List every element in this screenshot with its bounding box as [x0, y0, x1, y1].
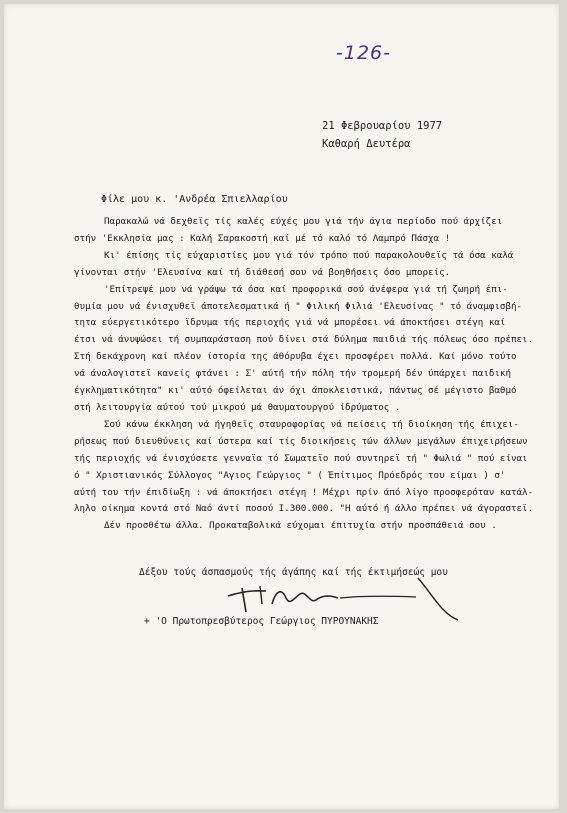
- salutation: Φίλε μου κ. 'Ανδρέα Σπιελλαρίου: [101, 194, 288, 205]
- text-line: Κι' έπίσης τίς εύχαριστίες μου γιά τόν τρόπο πού παρακολουθεϊς τά όσα καλά: [104, 249, 514, 261]
- text-line: ληλο οίκημα κοντά στό Ναό άντί ποσού Ι.300.000. "Η αύτό ή άλλο πρέπει νά άγοραστεϊ.: [74, 503, 534, 515]
- text-line: τητα εύεργετικότερο ϊδρυμα τής περιοχής γιά νά μπορέσει νά άποκτήσει στέγη καί: [74, 317, 506, 329]
- text-line: ρήσεως πού διευθύνεις καί ύστερα καί τίς διοικήσεις τών άλλων μεγάλων έπιχειρήσεων: [74, 435, 528, 447]
- letter-day: Καθαρή Δευτέρα: [322, 138, 411, 150]
- paragraph: [74, 417, 559, 518]
- text-line: έγκληματικότητα" κι' αύτό όφείλεται άν όχι άποκλειστικά, πάντως σέ μέγιστο βαθμό: [74, 385, 517, 397]
- letter-body: [74, 214, 559, 535]
- text-line: αύτή του τήν έπιδίωξη : νά άποκτήσει στέγη ! Μέχρι πρίν άπό λίγο προσφερόταν κατάλ-: [74, 486, 534, 498]
- text-line: στήν 'Εκκλησία μας : Καλή Σαρακοστή καί μέ τό καλό τό Λαμπρό Πάσχα !: [74, 232, 451, 244]
- paragraph: [74, 214, 559, 248]
- page-number: -126-: [336, 42, 391, 64]
- text-line: Στή δεκάχρονη καί πλέον ίστορία της άθόρυβα έχει προσφέρει πολλά. Καί μόνο τούτο: [74, 351, 517, 363]
- text-line: έτσι νά άνυψώσει τή συμπαράσταση πού δίνει στά δύλημα παιδιά τής πόλεως όσο πρέπει.: [74, 334, 534, 346]
- signer-name: + 'Ο Πρωτοπρεσβύτερος Γεώργιος ΠΥΡΟΥΝΑΚΗΣ: [144, 616, 379, 627]
- text-line: γίνονται στήν 'Ελευσίνα καί τή διάθεσή σου νά βοηθήσεις όσο μπορείς.: [74, 266, 451, 278]
- text-line: Σού κάνω έκκληση νά ήγηθεϊς σταυροφορίας νά πείσεις τή διοίκηση τής έπιχει-: [104, 418, 519, 430]
- closing-line: Δέξου τούς άσπασμούς τής άγάπης καί τής έκτιμήσεώς μου: [139, 567, 448, 578]
- paragraph: [74, 282, 559, 350]
- text-line: θυμία μου νά ένισχυθεϊ άποτελεσματικά ή " Φιλική Φιλιά 'Ελευσίνας " τό άναμφισβή-: [74, 300, 523, 312]
- paragraph: [74, 248, 559, 282]
- text-line: ό " Χριστιανικός Σύλλογος "Αγιος Γεώργιος " ( Έπίτιμος Πρόεδρός του είμαι ) σ': [74, 469, 506, 481]
- text-line: τής περιοχής νά ένισχύσετε γενναϊα τό Σωματεϊο πού συντηρεϊ τή " Φωλιά " πού είναι: [74, 452, 528, 464]
- text-line: νά άναλογιστεϊ κανείς φτάνει : Σ' αύτή τήν πόλη τήν τρομερή δέν ύπάρχει παιδική: [74, 368, 511, 380]
- letter-date: 21 Φεβρουαρίου 1977: [322, 120, 443, 132]
- text-line: 'Επίτρεψέ μου νά γράψω τά όσα καί προφορικά σού άνέφερα γιά τή ζωηρή έπι-: [104, 283, 508, 295]
- text-line: Παρακαλώ νά δεχθεϊς τίς καλές εύχές μου γιά τήν άγια περίοδο πού άρχίζει: [104, 216, 503, 227]
- paragraph: [74, 349, 559, 417]
- dateline: [322, 117, 442, 153]
- text-line: στή λειτουργία αύτού τού μικρού μά θαυματουργού ίδρύματος .: [74, 401, 401, 413]
- text-line: Δέν προσθέτω άλλα. Προκαταβολικά εύχομαι έπιτυχία στήν προσπάθειά σου .: [104, 520, 497, 532]
- paragraph: [74, 518, 559, 535]
- document-page: [4, 4, 559, 809]
